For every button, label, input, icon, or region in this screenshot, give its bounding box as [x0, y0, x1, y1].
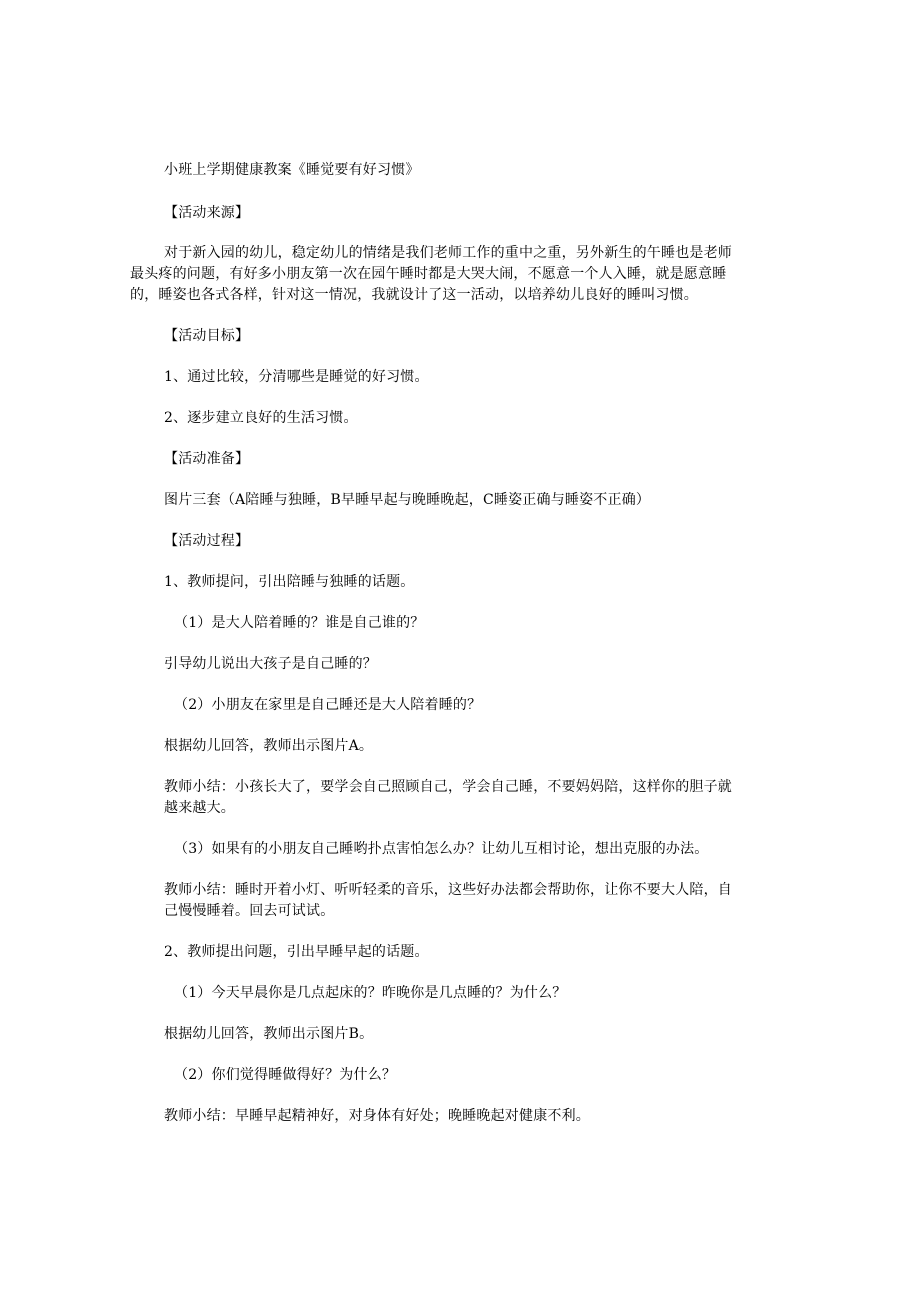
- source-paragraph-line-1: 对于新入园的幼儿，稳定幼儿的情绪是我们老师工作的重中之重，另外新生的午睡也是老师: [164, 245, 732, 261]
- step1-summary2-line-1: 教师小结：睡时开着小灯、听听轻柔的音乐，这些好办法都会帮助你，让你不要大人陪，自: [164, 882, 732, 898]
- step2-question-2: （2）你们觉得睡做得好？为什么？: [174, 1067, 397, 1083]
- step1-guide: 引导幼儿说出大孩子是自己睡的？: [164, 656, 377, 672]
- step1-summary2-line-2: 己慢慢睡着。回去可试试。: [164, 903, 335, 919]
- step2-answer: 根据幼儿回答，教师出示图片B。: [164, 1026, 374, 1042]
- step1-summary-line-2: 越来越大。: [164, 800, 235, 816]
- step2-summary: 教师小结：早睡早起精神好，对身体有好处；晚睡晚起对健康不利。: [164, 1108, 590, 1124]
- step2-title: 2、教师提出问题，引出早睡早起的话题。: [164, 944, 429, 960]
- step1-summary-line-1: 教师小结：小孩长大了，要学会自己照顾自己，学会自己睡，不要妈妈陪，这样你的胆子就: [164, 779, 732, 795]
- step1-question-2: （2）小朋友在家里是自己睡还是大人陪着睡的？: [174, 697, 482, 713]
- goal-heading: 【活动目标】: [164, 328, 250, 344]
- step1-question-3: （3）如果有的小朋友自己睡哟扑点害怕怎么办？让幼儿互相讨论，想出克服的办法。: [174, 841, 709, 857]
- document-title: 小班上学期健康教案《睡觉要有好习惯》: [164, 162, 420, 178]
- step1-title: 1、教师提问，引出陪睡与独睡的话题。: [164, 574, 415, 590]
- process-heading: 【活动过程】: [164, 533, 250, 549]
- step2-question-1: （1）今天早晨你是几点起床的？昨晚你是几点睡的？为什么？: [174, 985, 567, 1001]
- goal-item-1: 1、通过比较，分清哪些是睡觉的好习惯。: [164, 369, 429, 385]
- step1-answer: 根据幼儿回答，教师出示图片A。: [164, 738, 374, 754]
- source-paragraph-line-2: 最头疼的问题，有好多小朋友第一次在园午睡时都是大哭大闹，不愿意一个人入睡，就是愿意睡: [130, 266, 727, 282]
- prep-heading: 【活动准备】: [164, 451, 250, 467]
- step1-question-1: （1）是大人陪着睡的？谁是自己谁的？: [174, 615, 425, 631]
- source-heading: 【活动来源】: [164, 205, 250, 221]
- source-paragraph-line-3: 的，睡姿也各式各样，针对这一情况，我就设计了这一活动，以培养幼儿良好的睡叫习惯。: [130, 287, 698, 303]
- goal-item-2: 2、逐步建立良好的生活习惯。: [164, 410, 358, 426]
- prep-text: 图片三套（A陪睡与独睡，B早睡早起与晚睡晚起，C睡姿正确与睡姿不正确）: [164, 492, 651, 508]
